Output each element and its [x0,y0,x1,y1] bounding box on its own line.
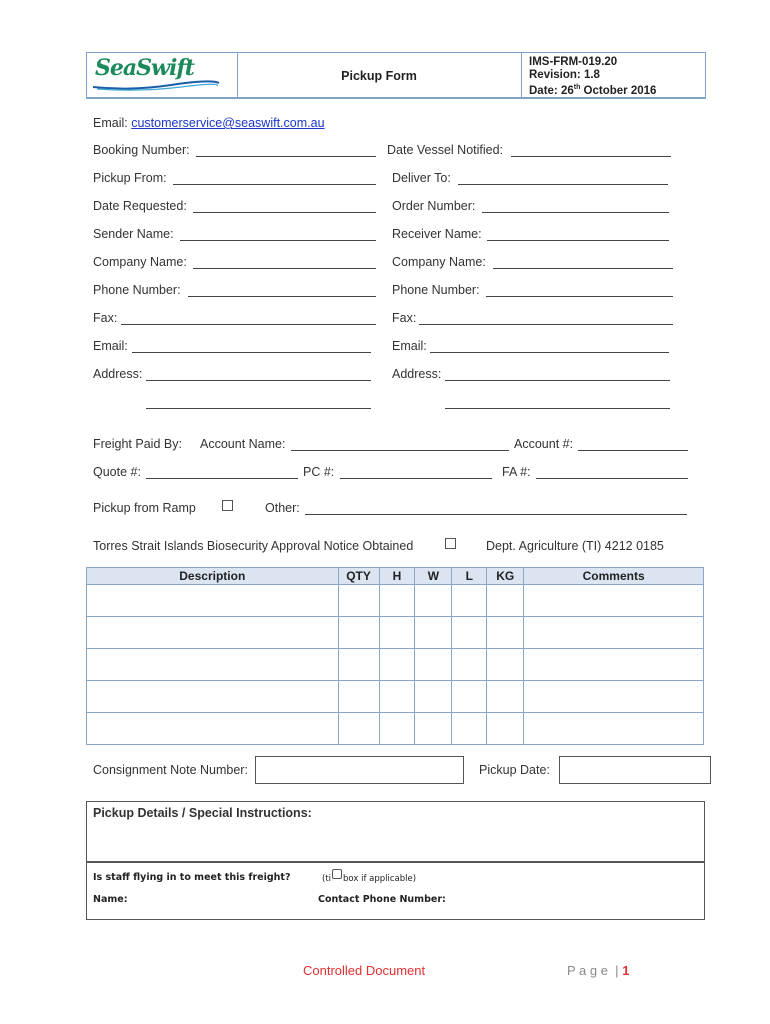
sender-address-label: Address: [93,367,143,381]
table-cell[interactable] [87,585,339,617]
account-number-label: Account #: [514,437,574,451]
account-number-field[interactable] [578,450,688,451]
table-row [87,617,704,649]
sender-email-field[interactable] [132,352,371,353]
receiver-phone-field[interactable] [486,296,673,297]
date-requested-field[interactable] [193,212,376,213]
account-name-field[interactable] [291,450,509,451]
table-cell[interactable] [379,649,415,681]
booking-number-field[interactable] [196,156,376,157]
receiver-email-field[interactable] [430,352,669,353]
table-cell[interactable] [338,681,379,713]
logo-cell [87,53,238,97]
column-header-comments: Comments [524,568,704,585]
sender-fax-label: Fax: [93,311,118,325]
table-cell[interactable] [524,681,704,713]
table-cell[interactable] [379,585,415,617]
sender-email-label: Email: [93,339,128,353]
sender-company-name-field[interactable] [193,268,376,269]
receiver-address-field-1[interactable] [445,380,670,381]
table-cell[interactable] [452,585,487,617]
table-cell[interactable] [452,617,487,649]
table-cell[interactable] [415,649,452,681]
receiver-phone-label: Phone Number: [392,283,480,297]
form-date: Date: 26th October 2016 [529,84,657,97]
tick-box-note: (ti box if applicable) [322,874,417,884]
staff-flying-checkbox[interactable] [332,869,342,879]
other-label: Other: [265,501,300,515]
quote-number-field[interactable] [146,478,298,479]
sender-phone-field[interactable] [188,296,376,297]
table-cell[interactable] [415,617,452,649]
table-cell[interactable] [338,617,379,649]
receiver-address-label: Address: [392,367,442,381]
table-cell[interactable] [338,713,379,745]
staff-details-box [86,861,705,920]
date-vessel-notified-field[interactable] [511,156,671,157]
table-cell[interactable] [487,649,524,681]
receiver-company-name-field[interactable] [493,268,673,269]
pickup-from-field[interactable] [173,184,376,185]
table-cell[interactable] [487,617,524,649]
table-cell[interactable] [415,713,452,745]
staff-name-label: Name: [93,894,128,905]
pickup-date-label: Pickup Date: [479,763,550,777]
pc-number-field[interactable] [340,478,492,479]
order-number-field[interactable] [482,212,669,213]
meta-cell [521,53,705,97]
table-cell[interactable] [452,681,487,713]
table-cell[interactable] [524,713,704,745]
table-row [87,713,704,745]
column-header-w: W [415,568,452,585]
column-header-kg: KG [487,568,524,585]
fa-number-label: FA #: [502,465,531,479]
pc-number-label: PC #: [303,465,335,479]
sender-address-field-2[interactable] [146,408,371,409]
quote-number-label: Quote #: [93,465,141,479]
pickup-from-ramp-label: Pickup from Ramp [93,501,196,515]
receiver-fax-label: Fax: [392,311,417,325]
table-cell[interactable] [87,649,339,681]
receiver-name-label: Receiver Name: [392,227,482,241]
page-number: P a g e | 1 [567,963,630,978]
contact-phone-label: Contact Phone Number: [318,894,446,905]
pickup-from-label: Pickup From: [93,171,167,185]
sender-phone-label: Phone Number: [93,283,181,297]
order-number-label: Order Number: [392,199,476,213]
sender-address-field-1[interactable] [146,380,371,381]
column-header-description: Description [87,568,339,585]
sender-fax-field[interactable] [121,324,376,325]
consignment-note-label: Consignment Note Number: [93,763,248,777]
receiver-email-label: Email: [392,339,427,353]
dept-agriculture-label: Dept. Agriculture (TI) 4212 0185 [486,539,664,553]
biosecurity-checkbox[interactable] [445,538,456,549]
table-cell[interactable] [87,617,339,649]
pickup-from-ramp-checkbox[interactable] [222,500,233,511]
fa-number-field[interactable] [536,478,688,479]
sender-name-label: Sender Name: [93,227,174,241]
table-cell[interactable] [524,585,704,617]
table-cell[interactable] [524,649,704,681]
special-instructions-title: Pickup Details / Special Instructions: [93,806,312,820]
customer-service-email-link[interactable]: customerservice@seaswift.com.au [131,116,325,130]
table-row [87,681,704,713]
table-cell[interactable] [379,713,415,745]
biosecurity-label: Torres Strait Islands Biosecurity Approval Notice Obtained [93,539,414,553]
table-cell[interactable] [452,713,487,745]
freight-items-table [86,567,704,745]
receiver-address-field-2[interactable] [445,408,670,409]
freight-paid-by-label: Freight Paid By: [93,437,182,451]
form-revision: Revision: 1.8 [529,69,600,81]
form-title: Pickup Form [341,69,417,83]
staff-flying-question: Is staff flying in to meet this freight? [93,872,291,883]
other-field[interactable] [305,514,687,515]
form-header [86,52,706,99]
account-name-label: Account Name: [200,437,286,451]
date-requested-label: Date Requested: [93,199,187,213]
table-cell[interactable] [338,585,379,617]
table-row [87,585,704,617]
table-cell[interactable] [487,681,524,713]
table-row [87,649,704,681]
table-cell[interactable] [415,585,452,617]
logo-swoosh-icon [91,79,221,91]
column-header-h: H [379,568,415,585]
email-line: Email: customerservice@seaswift.com.au [93,116,325,130]
table-cell[interactable] [452,649,487,681]
table-header-row [87,568,704,585]
form-code: IMS-FRM-019.20 [529,56,618,68]
table-cell[interactable] [87,713,339,745]
table-cell[interactable] [487,585,524,617]
sender-name-field[interactable] [180,240,376,241]
title-cell [237,53,522,97]
deliver-to-field[interactable] [458,184,668,185]
table-cell[interactable] [338,649,379,681]
table-cell[interactable] [524,617,704,649]
consignment-note-field[interactable] [255,756,464,784]
seaswift-logo: SeaSwift [95,55,194,81]
table-cell[interactable] [415,681,452,713]
date-vessel-notified-label: Date Vessel Notified: [387,143,504,157]
table-cell[interactable] [87,681,339,713]
booking-number-label: Booking Number: [93,143,190,157]
table-cell[interactable] [379,681,415,713]
table-cell[interactable] [487,713,524,745]
column-header-l: L [452,568,487,585]
receiver-fax-field[interactable] [419,324,673,325]
controlled-document-label: Controlled Document [303,963,426,978]
table-cell[interactable] [379,617,415,649]
pickup-date-field[interactable] [559,756,711,784]
column-header-qty: QTY [338,568,379,585]
sender-company-name-label: Company Name: [93,255,187,269]
receiver-name-field[interactable] [487,240,669,241]
receiver-company-name-label: Company Name: [392,255,486,269]
deliver-to-label: Deliver To: [392,171,451,185]
